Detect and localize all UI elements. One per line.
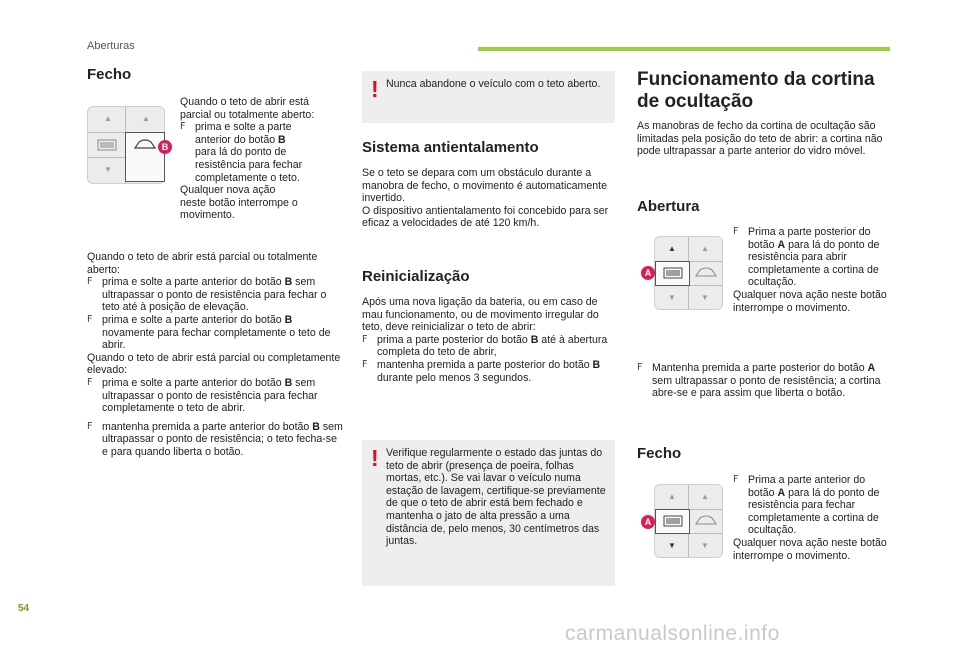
col1-body [87,251,343,459]
col1-bullet: F prima e solte a parte anterior do botão B sem ultrapassar o ponto de resistência para fechar o teto até à posição de elevação. [87,276,343,314]
col1-paragraph: Quando o teto de abrir está parcial ou totalmente aberto: [87,251,318,276]
reset-title: Reinicialização [362,268,470,285]
section-header: Aberturas [87,40,135,52]
page-number: 54 [18,603,30,614]
closing-title: Fecho [637,445,682,462]
reset-body [362,296,615,384]
opening-bullet: F Mantenha premida a parte posterior do botão A sem ultrapassar o ponto de resistência; a cortina abre-se e para assim que liberta o botão. [637,362,890,400]
roof-button-b[interactable] [125,132,165,182]
button-a-badge: A [641,266,655,280]
button-b-badge: B [158,140,172,154]
col1-paragraph: Quando o teto de abrir está parcial ou completamente elevado: [87,351,341,377]
opening-bullet-block [733,226,893,314]
warning-box [362,440,615,586]
closing-bullet: F Prima a parte anterior do botão A para lá do ponto de resistência para fechar completamente a cortina de ocultação. [733,474,893,537]
col1-intro: Quando o teto de abrir está parcial ou totalmente aberto: [180,96,315,121]
reset-bullet: F prima a parte posterior do botão B até à abertura completa do teto de abrir, [362,334,615,359]
col1-bullet: F prima e solte a parte anterior do botão B sem ultrapassar o ponto de resistência para fechar completamente o teto de abrir. [87,377,343,415]
reset-paragraph: Após uma nova ligação da bateria, ou em caso de mau funcionamento, ou de movimento irregular do teto, deve reinicializar o teto de abrir: [362,296,599,334]
opening-bullet: F Prima a parte posterior do botão A para lá do ponto de resistência para abrir completamente a cortina de ocultação. [733,226,893,289]
down-arrow-icon: ▼ [701,541,709,550]
roof-control-pad-a [654,484,723,558]
col1-bullet: F prima e solte a parte anterior do botão B novamente para fechar completamente o teto de abrir. [87,314,343,352]
up-arrow-icon: ▲ [701,244,709,253]
roof-control-pad-b [87,106,165,184]
antipinch-title: Sistema antientalamento [362,139,539,156]
antipinch-paragraph: Se o teto se depara com um obstáculo durante a manobra de fecho, o movimento é automaticamente invertido. [362,167,607,205]
up-arrow-icon: ▲ [668,244,676,253]
col1-intro-bullet: F prima e solte a parte anterior do botão B para lá do ponto de resistência para fechar completamente o teto. [180,121,370,184]
down-arrow-icon: ▼ [668,541,676,550]
up-arrow-icon: ▲ [701,492,709,501]
warning-icon: ! [371,445,379,471]
roof-control-pad-a [654,236,723,310]
down-arrow-icon: ▼ [701,293,709,302]
col1-intro-block [180,96,370,222]
antipinch-paragraph: O dispositivo antientalamento foi concebido para ser eficaz a velocidades de até 120 km/h. [362,204,609,230]
col1-bullet: F mantenha premida a parte anterior do botão B sem ultrapassar o ponto de resistência; o teto fecha-se e para quando liberta o botão. [87,421,343,459]
up-arrow-icon: ▲ [668,492,676,501]
blind-icon [96,138,118,152]
header-accent-bar [478,47,890,51]
closing-bullet-block [733,474,893,562]
button-a-badge: A [641,515,655,529]
opening-after: Qualquer nova ação neste botão interrompe o movimento. [733,288,887,314]
warning-text: Verifique regularmente o estado das juntas do teto de abrir (presença de poeira, folhas mortas, etc.). Se vai lavar o veículo numa estação de lavagem, certifique-se previamente de que o teto de abrir está bem fechado e mantenha o jato de alta pressão a uma distância de, pelo menos, 30 centímetros das juntas. [386,447,606,548]
opening-hold-block [637,362,890,400]
reset-bullet: F mantenha premida a parte posterior do botão B durante pelo menos 3 segundos. [362,359,615,384]
roof-icon [693,513,719,529]
up-arrow-icon: ▲ [142,114,150,123]
blind-intro: As manobras de fecho da cortina de ocultação são limitadas pela posição do teto de abrir: a cortina não pode ultrapassar a parte anterior do vidro móvel. [637,120,883,158]
opening-title: Abertura [637,198,700,215]
watermark: carmanualsonline.info [565,622,780,645]
warning-icon: ! [371,76,379,102]
antipinch-body [362,167,615,230]
down-arrow-icon: ▼ [104,165,112,174]
closing-after: Qualquer nova ação neste botão interrompe o movimento. [733,536,887,562]
warning-text: Nunca abandone o veículo com o teto aberto. [386,78,601,90]
roof-icon [693,265,719,281]
blind-section-title: Funcionamento da cortina de ocultação [637,69,875,112]
warning-box [362,71,615,123]
up-arrow-icon: ▲ [104,114,112,123]
blind-button-a[interactable] [655,509,690,534]
col1-intro-after: Qualquer nova ação neste botão interrompe o movimento. [180,184,298,222]
down-arrow-icon: ▼ [668,293,676,302]
blind-button-a[interactable] [655,261,690,286]
col1-title: Fecho [87,66,132,83]
